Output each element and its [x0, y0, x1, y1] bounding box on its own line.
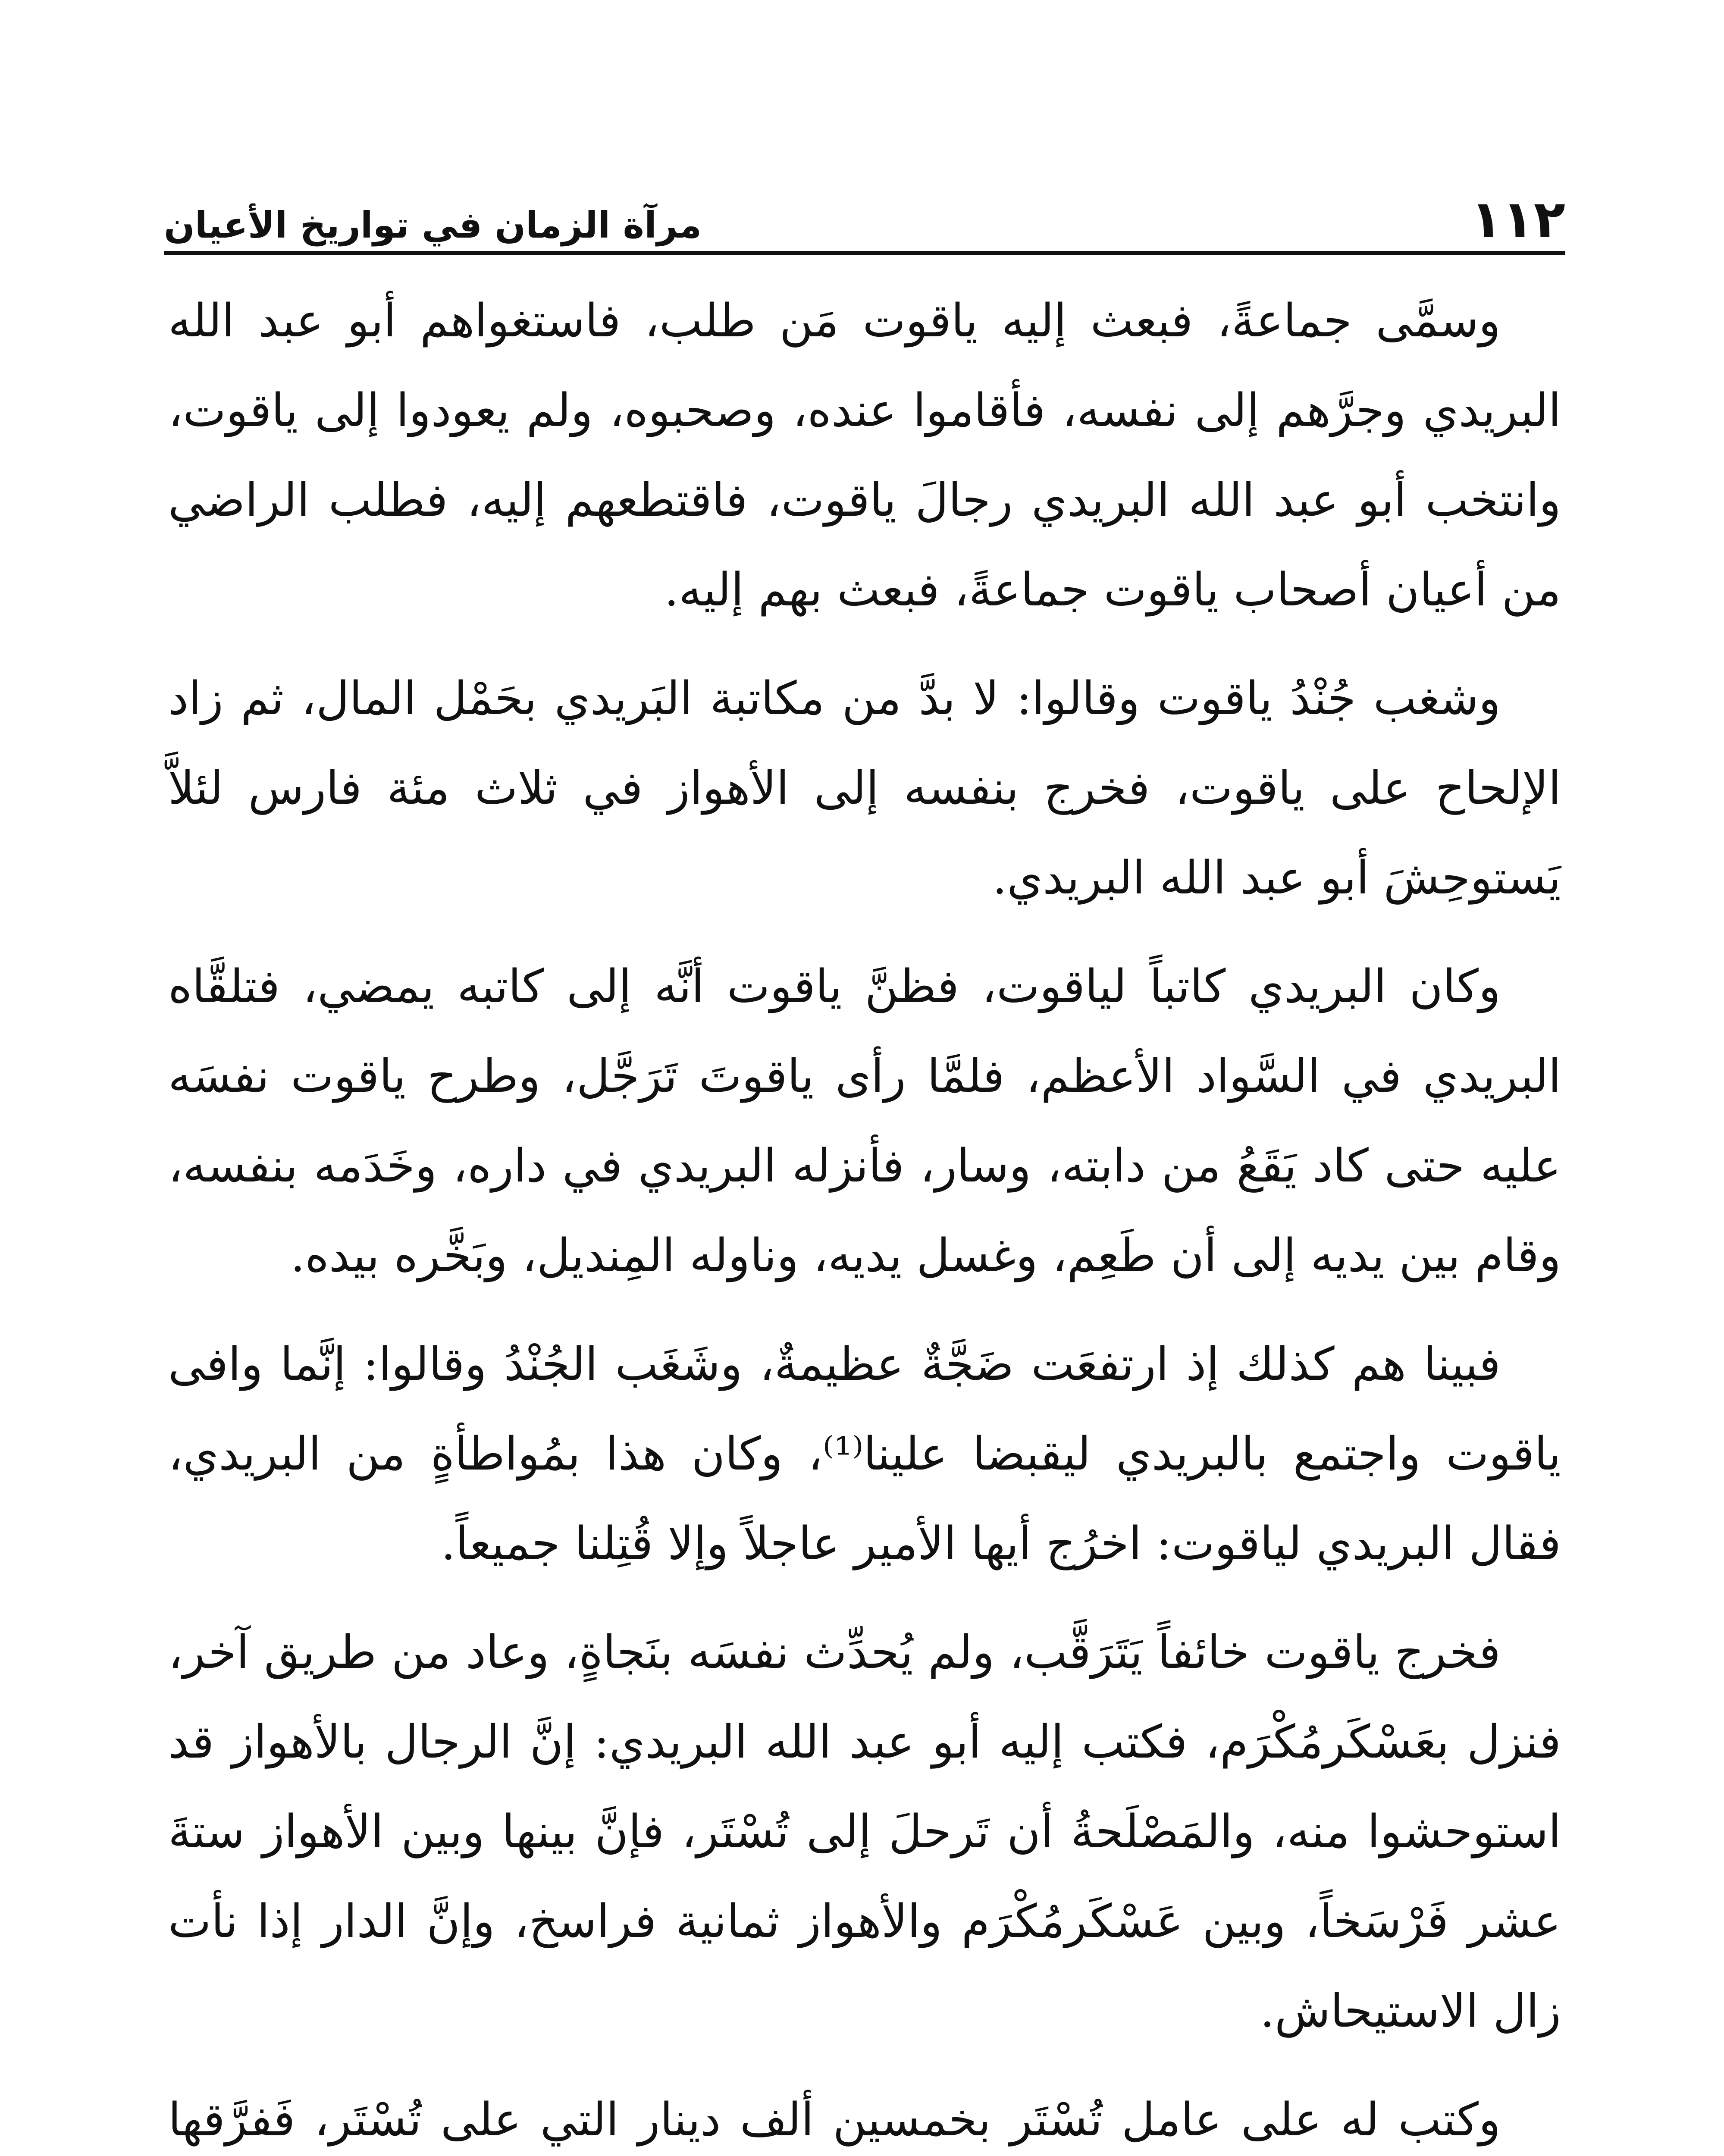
main-text — [168, 276, 1561, 2156]
running-title: مرآة الزمان في تواريخ الأعيان — [164, 204, 702, 246]
paragraph: وكان البريدي كاتباً لياقوت، فظنَّ ياقوت أنَّه إلى كاتبه يمضي، فتلقَّاه البريدي في السَّواد الأعظم، فلمَّا رأى ياقوتَ تَرَجَّل، وطرح ياقوت نفسَه عليه حتى كاد يَقَعُ من دابته، وسار، فأنزله البريدي في داره، وخَدَمه بنفسه، وقام بين يديه إلى أن طَعِم، وغسل يديه، وناوله المِنديل، وبَخَّره بيده. — [168, 960, 1561, 1282]
paragraph: فخرج ياقوت خائفاً يَتَرَقَّب، ولم يُحدِّث نفسَه بنَجاةٍ، وعاد من طريق آخر، فنزل بعَسْكَرمُكْرَم، فكتب إليه أبو عبد الله البريدي: إنَّ الرجال بالأهواز قد استوحشوا منه، والمَصْلَحةُ أن تَرحلَ إلى تُسْتَر، فإنَّ بينها وبين الأهواز ستةَ عشر فَرْسَخاً، وبين عَسْكَرمُكْرَم والأهواز ثمانية فراسخ، وإنَّ الدار إذا نأت زال الاستيحاش. — [168, 1626, 1561, 2037]
paragraph: وكتب له على عامل تُسْتَر بخمسين ألف دينار التي على تُسْتَر، فَفرَّقها — [168, 2093, 1501, 2146]
header-rule — [164, 251, 1565, 255]
page-number: ١١٢ — [1470, 190, 1565, 250]
paragraph: فبينا هم كذلك إذ ارتفعَت ضَجَّةٌ عظيمةٌ، وشَغَب الجُنْدُ وقالوا: إنَّما وافى ياقوت واجتمع بالبريدي ليقبضا علينا⁽¹⁾، وكان هذا بمُواطأةٍ من البريدي، فقال البريدي لياقوت: اخرُج أيها الأمير عاجلاً وإلا قُتِلنا جميعاً. — [168, 1338, 1561, 1570]
page-header — [164, 160, 1565, 250]
paragraph: وسمَّى جماعةً، فبعث إليه ياقوت مَن طلب، فاستغواهم أبو عبد الله البريدي وجرَّهم إلى نفسه، فأقاموا عنده، وصحبوه، ولم يعودوا إلى ياقوت، وانتخب أبو عبد الله البريدي رجالَ ياقوت، فاقتطعهم إليه، فطلب الراضي من أعيان أصحاب ياقوت جماعةً، فبعث بهم إليه. — [168, 294, 1561, 616]
paragraph: وشغب جُنْدُ ياقوت وقالوا: لا بدَّ من مكاتبة البَريدي بحَمْل المال، ثم زاد الإلحاح على ياقوت، فخرج بنفسه إلى الأهواز في ثلاث مئة فارس لئلاَّ يَستوحِشَ أبو عبد الله البريدي. — [168, 672, 1561, 904]
